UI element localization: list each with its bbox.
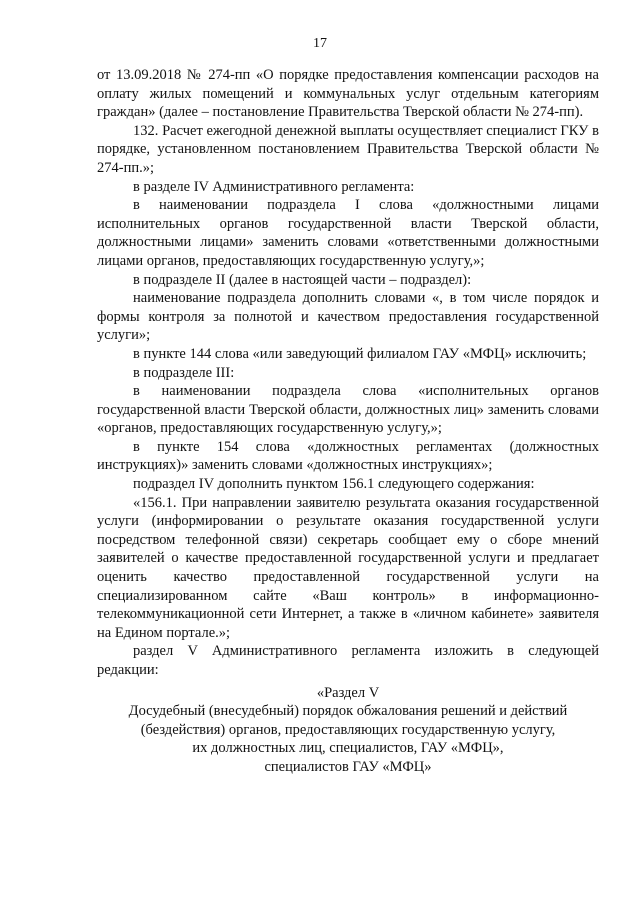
paragraph-subsection-ii: в подразделе II (далее в настоящей части – подраздел): <box>133 271 472 288</box>
section-title-line: специалистов ГАУ «МФЦ» <box>264 758 432 775</box>
section-label: «Раздел V <box>316 684 380 701</box>
paragraph-section-v: раздел V Административного регламента изложить в следующей редакции: <box>97 643 599 678</box>
paragraph-subsection-name-addition: наименование подраздела дополнить словами «, в том числе порядок и формы контроля за полнотой и качеством предоставления государственной услуги»; <box>97 290 599 344</box>
paragraph-item-156-1: «156.1. При направлении заявителю результата оказания государственной услуги (информировании о результате оказания государственной услуги посредством телефонной связи) секретарь сообщает ему о сборе мнений заявителей о качестве предоставленной государственной услуги и предлагает оценить качество предоставленной государственной услуги на специализированном сайте «Ваш контроль» в информационно-телекоммуникационной сети Интернет, а также в «личном кабинете» заявителя на Едином портале.»; <box>97 494 599 641</box>
section-title-line: Досудебный (внесудебный) порядок обжалования решений и действий <box>128 703 568 720</box>
paragraph-item-144: в пункте 144 слова «или заведующий филиалом ГАУ «МФЦ» исключить; <box>133 345 587 362</box>
paragraph-item-154: в пункте 154 слова «должностных регламентах (должностных инструкциях)» заменить словами «должностных инструкциях»; <box>97 438 599 474</box>
paragraph-section-iv: в разделе IV Административного регламента: <box>133 178 415 195</box>
section-v-heading <box>85 684 611 777</box>
paragraph-subsection-iii: в подразделе III: <box>133 364 235 381</box>
page-number: 17 <box>313 36 327 51</box>
document-body <box>97 66 599 777</box>
paragraph-decree-reference: от 13.09.2018 № 274-пп «О порядке предоставления компенсации расходов на оплату жилых помещений и коммунальных услуг отдельным категориям граждан» (далее – постановление Правительства Тверской области № 274-пп). <box>97 67 599 121</box>
section-title-line: (бездействия) органов, предоставляющих государственную услугу, <box>140 721 556 738</box>
paragraph-132: 132. Расчет ежегодной денежной выплаты осуществляет специалист ГКУ в порядке, установленном постановлением Правительства Тверской области № 274-пп.»; <box>97 122 599 176</box>
paragraph-subsection-iv: подраздел IV дополнить пунктом 156.1 следующего содержания: <box>133 476 535 493</box>
section-title-line: их должностных лиц, специалистов, ГАУ «МФЦ», <box>192 740 504 757</box>
paragraph-subsection-iii-name: в наименовании подраздела слова «исполнительных органов государственной власти Тверской области, должностных лиц» заменить словами «органов, предоставляющих государственную услугу,»; <box>97 383 599 437</box>
paragraph-subsection-i-name: в наименовании подраздела I слова «должностными лицами исполнительных органов государственной власти Тверской области, должностными лицами» заменить словами «ответственными должностными лицами органов, предоставляющих государственную услугу,»; <box>97 197 599 269</box>
